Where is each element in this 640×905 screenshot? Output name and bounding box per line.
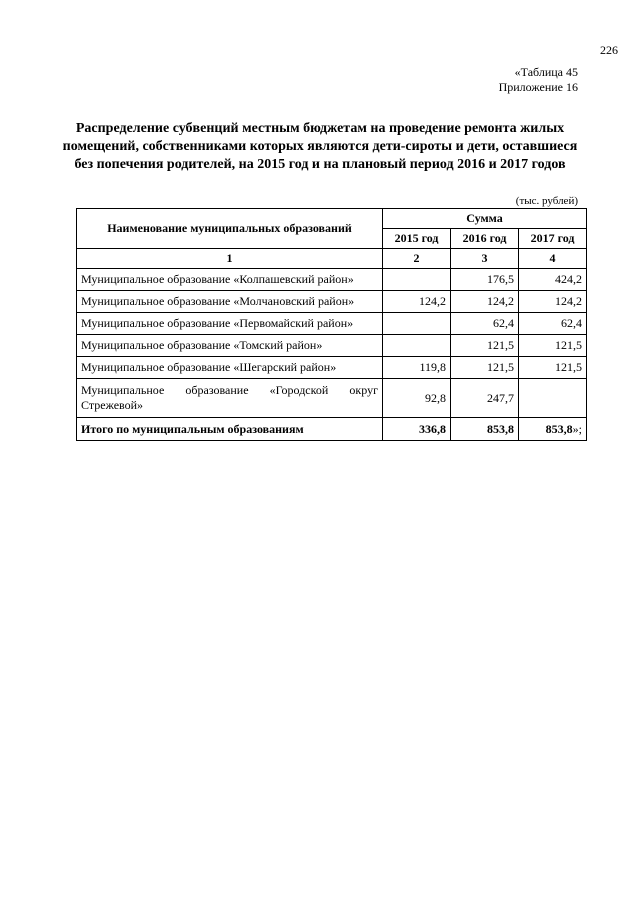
municipality-name: Муниципальное образование «Шегарский район» (77, 357, 383, 379)
table-caption (499, 65, 578, 95)
value-2015: 119,8 (383, 357, 451, 379)
municipality-name: Муниципальное образование «Городской округ Стрежевой» (77, 379, 383, 418)
column-number: 3 (451, 249, 519, 269)
table-row (77, 269, 587, 291)
value-2015 (383, 313, 451, 335)
value-2017: 121,5 (519, 335, 587, 357)
header-sum: Сумма (383, 209, 587, 229)
appendix-reference: Приложение 16 (498, 80, 578, 94)
value-2016: 121,5 (451, 335, 519, 357)
table-row (77, 357, 587, 379)
total-2017-cell (519, 418, 587, 441)
value-2016: 176,5 (451, 269, 519, 291)
document-title: Распределение субвенций местным бюджетам на проведение ремонта жилых помещений, собственниками которых являются дети-сироты и дети, оставшиеся без попечения родителей, на 2015 год и на плановый период 2016 и 2017 годов (62, 121, 578, 172)
municipality-name: Муниципальное образование «Колпашевский район» (77, 269, 383, 291)
total-2017: 853,8 (545, 421, 573, 436)
value-2017: 124,2 (519, 291, 587, 313)
units-label: (тыс. рублей) (515, 195, 578, 207)
table-row (77, 335, 587, 357)
value-2015: 124,2 (383, 291, 451, 313)
column-number: 1 (77, 249, 383, 269)
total-2016: 853,8 (451, 418, 519, 441)
total-row (77, 418, 587, 441)
value-2017: 62,4 (519, 313, 587, 335)
column-number: 2 (383, 249, 451, 269)
table-reference: «Таблица 45 (514, 65, 578, 79)
value-2016: 124,2 (451, 291, 519, 313)
value-2015 (383, 269, 451, 291)
value-2016: 62,4 (451, 313, 519, 335)
value-2017: 424,2 (519, 269, 587, 291)
total-2015: 336,8 (383, 418, 451, 441)
subsidy-table (76, 208, 587, 441)
header-name: Наименование муниципальных образований (77, 209, 383, 249)
value-2015 (383, 335, 451, 357)
header-2016: 2016 год (451, 229, 519, 249)
table-row (77, 379, 587, 418)
value-2017 (519, 379, 587, 418)
municipality-name: Муниципальное образование «Молчановский район» (77, 291, 383, 313)
table-row (77, 313, 587, 335)
value-2015: 92,8 (383, 379, 451, 418)
value-2016: 247,7 (451, 379, 519, 418)
table-row (77, 291, 587, 313)
column-number: 4 (519, 249, 587, 269)
closing-quote: »; (572, 421, 583, 436)
municipality-name: Муниципальное образование «Первомайский район» (77, 313, 383, 335)
value-2016: 121,5 (451, 357, 519, 379)
total-label: Итого по муниципальным образованиям (77, 418, 383, 441)
value-2017: 121,5 (519, 357, 587, 379)
municipality-name: Муниципальное образование «Томский район» (77, 335, 383, 357)
header-2017: 2017 год (519, 229, 587, 249)
page-number: 226 (600, 43, 618, 57)
header-2015: 2015 год (383, 229, 451, 249)
